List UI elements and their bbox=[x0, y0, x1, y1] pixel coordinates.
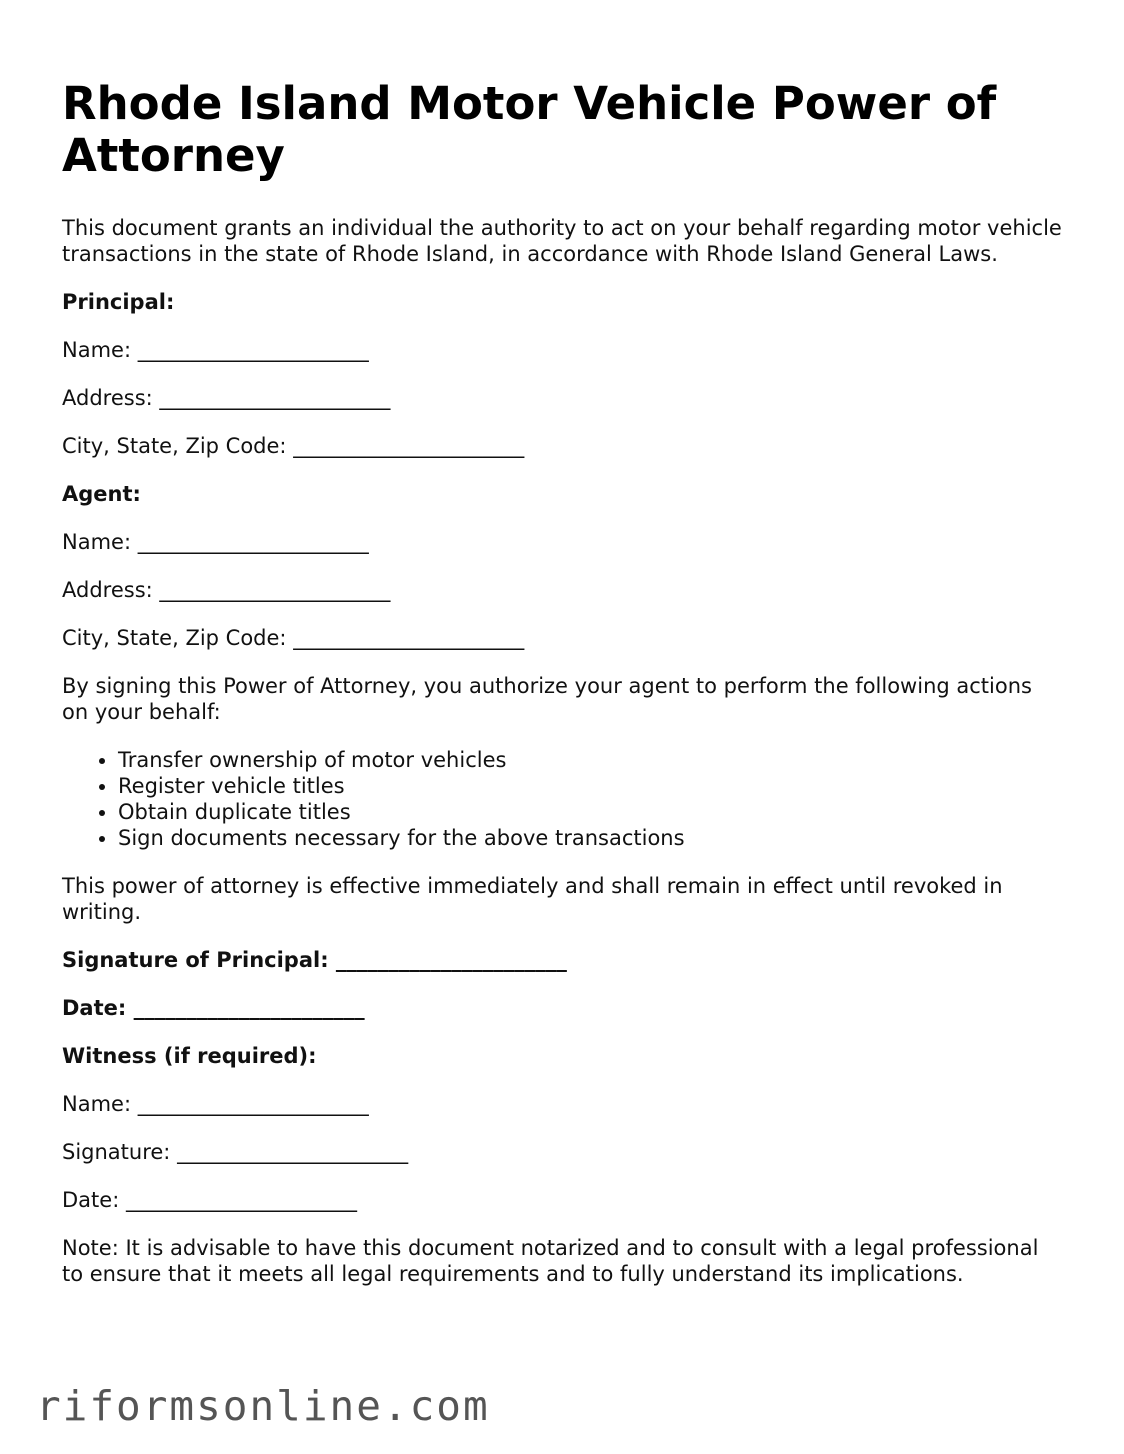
witness-date-label: Date: bbox=[62, 1188, 120, 1212]
witness-signature-field[interactable] bbox=[62, 1139, 1062, 1165]
principal-city-field[interactable] bbox=[62, 433, 1062, 459]
principal-address-label: Address: bbox=[62, 386, 153, 410]
witness-name-label: Name: bbox=[62, 1092, 132, 1116]
principal-signature-label: Signature of Principal: bbox=[62, 948, 329, 972]
agent-city-blank[interactable]: ______________________ bbox=[293, 626, 525, 650]
witness-name-field[interactable] bbox=[62, 1091, 1062, 1117]
agent-address-label: Address: bbox=[62, 578, 153, 602]
list-item: • Sign documents necessary for the above transactions bbox=[118, 825, 1062, 851]
witness-date-blank[interactable]: ______________________ bbox=[125, 1188, 357, 1212]
page-title: Rhode Island Motor Vehicle Power of Attorney bbox=[62, 77, 997, 182]
agent-name-label: Name: bbox=[62, 530, 132, 554]
list-item: • Register vehicle titles bbox=[118, 773, 1062, 799]
witness-name-blank[interactable]: ______________________ bbox=[137, 1092, 369, 1116]
principal-name-field[interactable] bbox=[62, 337, 1062, 363]
principal-name-blank[interactable]: ______________________ bbox=[137, 338, 369, 362]
principal-city-label: City, State, Zip Code: bbox=[62, 434, 287, 458]
agent-city-field[interactable] bbox=[62, 625, 1062, 651]
agent-name-field[interactable] bbox=[62, 529, 1062, 555]
principal-heading: Principal: bbox=[62, 290, 175, 314]
witness-heading: Witness (if required): bbox=[62, 1044, 317, 1068]
agent-city-label: City, State, Zip Code: bbox=[62, 626, 287, 650]
note-paragraph: Note: It is advisable to have this document notarized and to consult with a legal professional to ensure that it meets all legal requirements and to fully understand its implications. bbox=[62, 1236, 1039, 1286]
effective-paragraph: This power of attorney is effective immediately and shall remain in effect until revoked in writing. bbox=[62, 874, 1003, 924]
authorization-paragraph: By signing this Power of Attorney, you authorize your agent to perform the following actions on your behalf: bbox=[62, 674, 1032, 724]
principal-signature-blank[interactable]: ______________________ bbox=[335, 948, 567, 972]
principal-date-label: Date: bbox=[62, 996, 127, 1020]
intro-paragraph: This document grants an individual the authority to act on your behalf regarding motor vehicle transactions in the state of Rhode Island, in accordance with Rhode Island General Laws. bbox=[62, 216, 1062, 266]
witness-signature-blank[interactable]: ______________________ bbox=[177, 1140, 409, 1164]
principal-date-field[interactable] bbox=[62, 995, 1062, 1021]
agent-heading: Agent: bbox=[62, 482, 141, 506]
principal-date-blank[interactable]: ______________________ bbox=[133, 996, 365, 1020]
principal-address-field[interactable] bbox=[62, 385, 1062, 411]
agent-address-blank[interactable]: ______________________ bbox=[159, 578, 391, 602]
site-watermark: riformsonline.com bbox=[36, 1382, 490, 1430]
witness-signature-label: Signature: bbox=[62, 1140, 171, 1164]
agent-name-blank[interactable]: ______________________ bbox=[137, 530, 369, 554]
principal-address-blank[interactable]: ______________________ bbox=[159, 386, 391, 410]
principal-signature-field[interactable] bbox=[62, 947, 1062, 973]
document-page bbox=[62, 78, 1062, 1309]
actions-list bbox=[62, 747, 1062, 851]
agent-address-field[interactable] bbox=[62, 577, 1062, 603]
list-item: • Transfer ownership of motor vehicles bbox=[118, 747, 1062, 773]
principal-name-label: Name: bbox=[62, 338, 132, 362]
list-item: • Obtain duplicate titles bbox=[118, 799, 1062, 825]
witness-date-field[interactable] bbox=[62, 1187, 1062, 1213]
principal-city-blank[interactable]: ______________________ bbox=[293, 434, 525, 458]
